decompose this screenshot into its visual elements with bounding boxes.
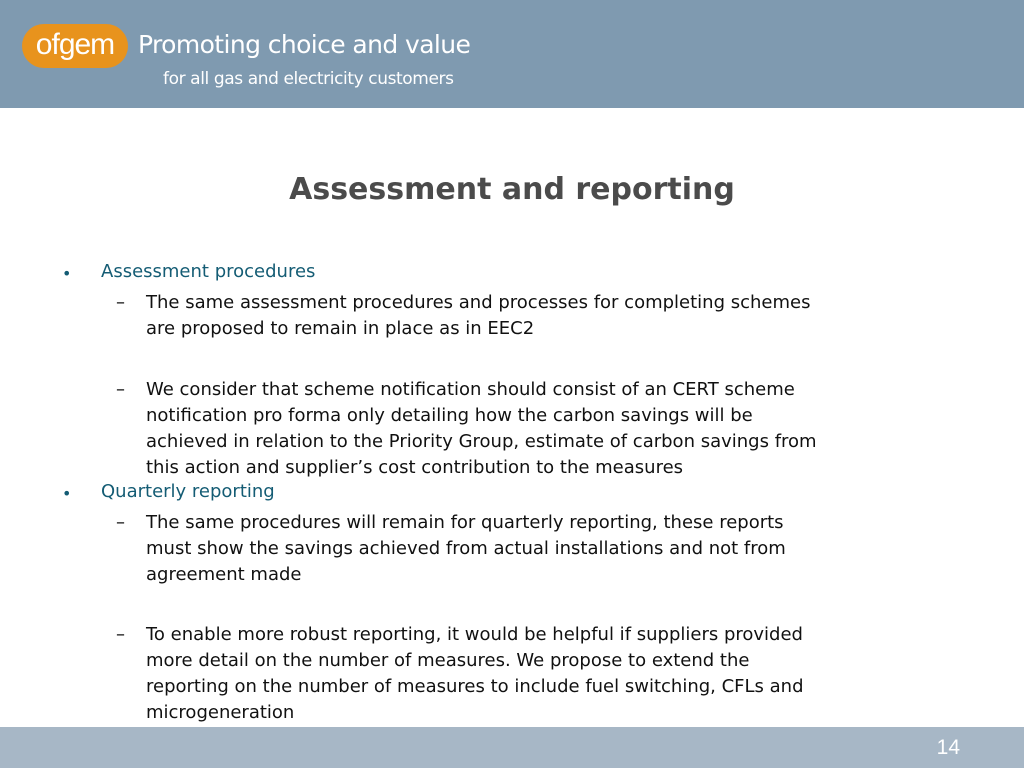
list-item: To enable more robust reporting, it would be helpful if suppliers provided more detail on the number of measures. We propose to extend the reporting on the number of measures to include fuel switching, CFLs and microgeneration: [146, 624, 804, 723]
dash-icon: –: [116, 379, 125, 400]
list-item: We consider that scheme notification should consist of an CERT scheme notification pro forma only detailing how the carbon savings will be achieved in relation to the Priority Group, estimate of carbon savings from this action and supplier’s cost contribution to the measures: [146, 379, 817, 478]
section-heading-assessment: Assessment procedures: [101, 261, 316, 282]
tagline: Promoting choice and value: [138, 30, 471, 59]
list-item: The same procedures will remain for quarterly reporting, these reports must show the savings achieved from actual installations and not from agreement made: [146, 512, 786, 585]
slide-title: Assessment and reporting: [289, 172, 735, 207]
section-heading-quarterly: Quarterly reporting: [101, 481, 275, 502]
dash-icon: –: [116, 512, 125, 533]
subtagline: for all gas and electricity customers: [163, 69, 454, 89]
bullet-dot-icon: •: [62, 264, 72, 283]
footer-bar: [0, 727, 1024, 768]
header-banner: [0, 0, 1024, 108]
ofgem-logo: ofgem: [22, 24, 128, 68]
dash-icon: –: [116, 292, 125, 313]
page-number: 14: [936, 736, 960, 759]
dash-icon: –: [116, 624, 125, 645]
bullet-dot-icon: •: [62, 484, 72, 503]
list-item: The same assessment procedures and processes for completing schemes are proposed to remain in place as in EEC2: [146, 292, 811, 339]
